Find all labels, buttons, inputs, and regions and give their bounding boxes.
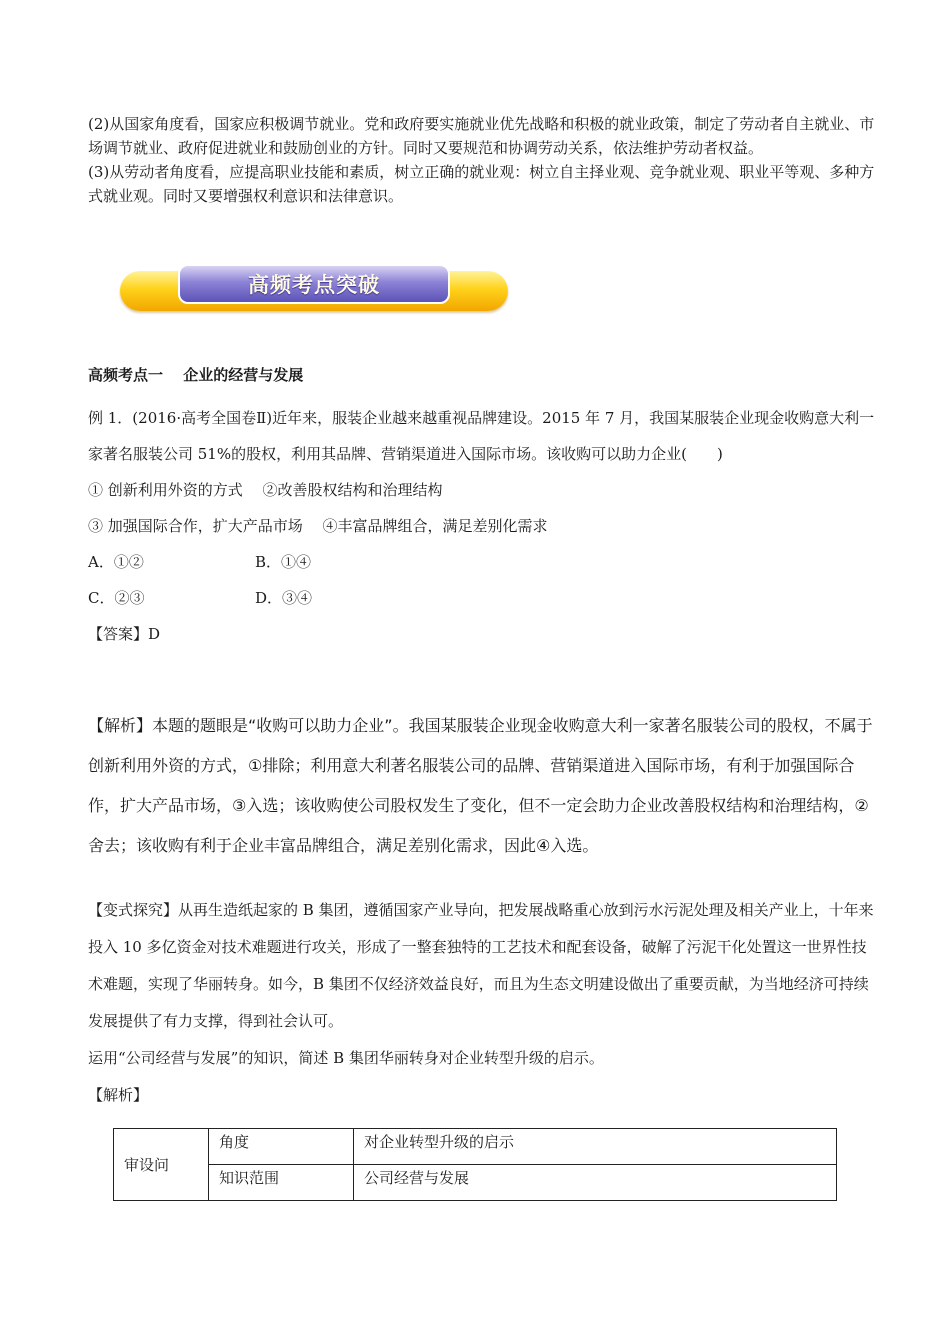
answer-line: 【答案】D	[88, 625, 161, 643]
section-title: 高频考点一 企业的经营与发展	[88, 366, 304, 384]
option-row-1	[88, 544, 878, 580]
statement-line-1: ① 创新利用外资的方式 ②改善股权结构和治理结构	[88, 481, 443, 499]
option-d: D．③④	[255, 589, 313, 607]
analysis-table	[113, 1128, 837, 1201]
variant-text: 【变式探究】从再生造纸起家的 B 集团，遵循国家产业导向，把发展战略重心放到污水污泥处理及相关产业上，十年来投入 10 多亿资金对技术难题进行攻关，形成了一整套独特的工艺技术和配套设备，破解了污泥干化处置这一世界性技术难题，实现了华丽转身。如今，B 集团不仅经济效益良好，而且为生态文明建设做出了重要贡献，为当地经济可持续发展提供了有力支撑，得到社会认可。	[88, 901, 874, 1030]
table-row	[114, 1165, 837, 1201]
table-key: 角度	[209, 1129, 354, 1165]
table-key: 知识范围	[209, 1165, 354, 1201]
intro-paragraph-2: (2)从国家角度看，国家应积极调节就业。党和政府要实施就业优先战略和积极的就业政策，制定了劳动者自主就业、市场调节就业、政府促进就业和鼓励创业的方针。同时又要规范和协调劳动关系，依法维护劳动者权益。	[88, 115, 875, 157]
variant-question: 运用“公司经营与发展”的知识，简述 B 集团华丽转身对企业转型升级的启示。	[88, 1049, 604, 1067]
section-banner	[120, 264, 508, 314]
variant-analysis-label: 【解析】	[88, 1086, 149, 1104]
option-b: B．①④	[255, 553, 312, 571]
example-stem: 例 1．(2016·高考全国卷Ⅱ)近年来，服装企业越来越重视品牌建设。2015 年 7 月，我国某服装企业现金收购意大利一家著名服装公司 51%的股权，利用其品牌、营销渠道进入国际市场。该收购可以助力企业( )	[88, 409, 875, 463]
option-c: C．②③	[88, 589, 145, 607]
table-group-label: 审设问	[114, 1129, 209, 1201]
option-row-2	[88, 580, 878, 616]
table-value: 对企业转型升级的启示	[354, 1129, 837, 1165]
table-row	[114, 1129, 837, 1165]
option-a: A．①②	[88, 553, 144, 571]
banner-label: 高频考点突破	[178, 264, 450, 304]
variant-section	[88, 892, 878, 1114]
intro-paragraph-3: (3)从劳动者角度看，应提高职业技能和素质，树立正确的就业观：树立自主择业观、竞争就业观、职业平等观、多种方式就业观。同时又要增强权利意识和法律意识。	[88, 163, 875, 205]
example-section	[88, 400, 878, 652]
analysis-paragraph: 【解析】本题的题眼是“收购可以助力企业”。我国某服装企业现金收购意大利一家著名服装公司的股权，不属于创新利用外资的方式，①排除；利用意大利著名服装公司的品牌、营销渠道进入国际市场，有利于加强国际合作，扩大产品市场，③入选；该收购使公司股权发生了变化，但不一定会助力企业改善股权结构和治理结构，②舍去；该收购有利于企业丰富品牌组合，满足差别化需求，因此④入选。	[88, 716, 873, 855]
statement-line-2: ③ 加强国际合作，扩大产品市场 ④丰富品牌组合，满足差别化需求	[88, 517, 548, 535]
table-value: 公司经营与发展	[354, 1165, 837, 1201]
intro-section	[88, 112, 878, 208]
